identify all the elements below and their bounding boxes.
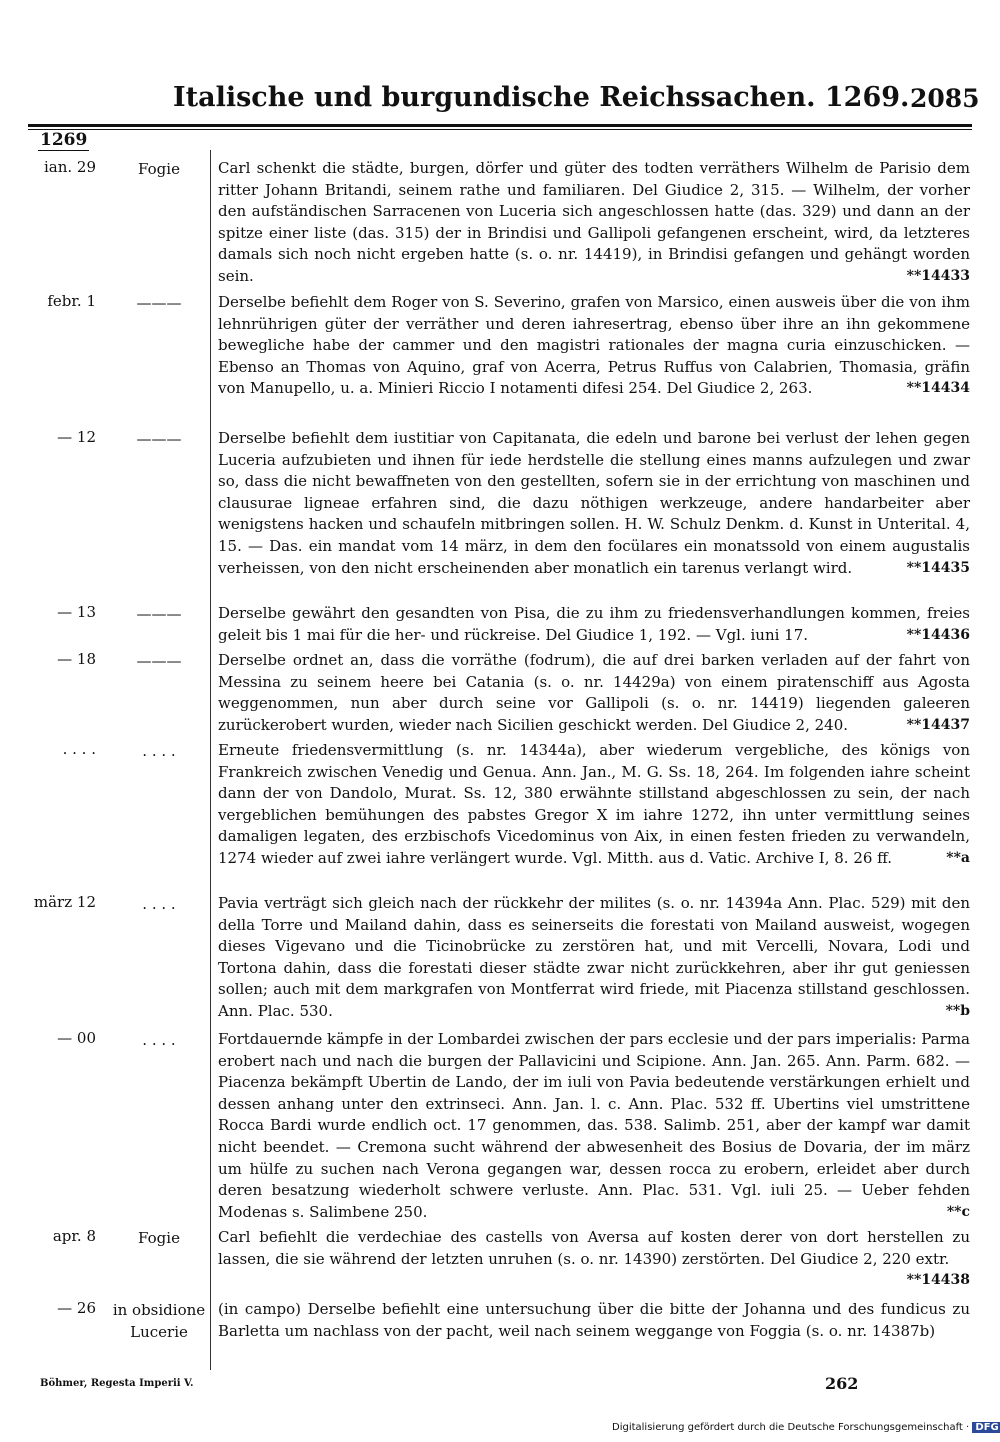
entry-place: Fogie [138,1229,180,1247]
footer-source: Böhmer, Regesta Imperii V. [40,1378,194,1389]
entry-text: Fortdauernde kämpfe in der Lombardei zwischen der pars ecclesie und der pars imperialis: Parma erobert nach und nach die burgen der Pallavicini und Scipione. Ann. Jan. 265. Ann. Parm. 682. — Piacenza bekämpft Ubertin de Lando, der im iuli von Pavia bedeutende verstärkungen erhielt und dessen anhang unter den extrinseci. Ann. Jan. l. c. Ann. Plac. 532 ff. Ubertins viel umstrittene Rocca Bardi wurde endlich oct. 17 genommen, das. 538. Salimb. 251, aber der kampf war damit nicht beendet. — Cremona sucht während der abwesenheit des Bosius de Dovaria, der im märz um hülfe zu suchen nach Verona gegangen war, dessen rocca zu erobern, erleidet aber durch deren besatzung wiederholt schwere verluste. Ann. Plac. 531. Vgl. iuli 25. — Ueber fehden Modenas s. Salimbene 250. **c [218,1029,970,1223]
entry-place: ——— [136,294,182,312]
entry-date: — 26 [57,1299,96,1317]
footer-sheet-number: 262 [825,1374,859,1393]
year-label: 1269 [40,130,88,150]
entry-date: — 12 [57,428,96,446]
header-rule [28,124,972,127]
regest-number: **14438 [906,1272,970,1289]
regest-number: **14437 [906,716,970,733]
regest-number: **b [945,1002,970,1019]
regest-number: **c [946,1203,970,1220]
entry-text: Derselbe befiehlt dem Roger von S. Severino, grafen von Marsico, einen ausweis über die von ihm lehnrührigen güter der verräther und deren iahresertrag, ebenso über ihre an ihn gekommene bewegliche habe der cammer und den magistri rationales der magna curia einzuschicken. — Ebenso an Thomas von Aquino, graf von Acerra, Petrus Ruffus von Calabrien, Thomasia, gräfin von Manupello, u. a. Minieri Riccio I notamenti difesi 254. Del Giudice 2, 263. **14434 [218,292,970,400]
entry-text: Carl befiehlt die verdechiae des castells von Aversa auf kosten derer von dort herstellen zu lassen, die sie während der letzten unruhen (s. o. nr. 14390) zerstörten. Del Giudice 2, 220 extr. **14438 [218,1227,970,1292]
entry-place: ——— [136,652,182,670]
regest-number: **14436 [906,626,970,643]
page-title: Italische und burgundische Reichssachen. 1269. [173,82,910,113]
regest-number: **14434 [906,380,970,397]
entry-place: ——— [136,430,182,448]
entry-date: . . . . [62,740,96,758]
digitization-credit: Digitalisierung gefördert durch die Deutsche Forschungsgemeinschaft · DFG [612,1422,1000,1433]
entry-date: — 13 [57,603,96,621]
dfg-logo: DFG [972,1422,1000,1433]
entry-place: . . . . [142,895,176,913]
entry-date: apr. 8 [52,1227,96,1245]
entry-place: . . . . [142,742,176,760]
entry-date: — 00 [57,1029,96,1047]
entry-text: Pavia verträgt sich gleich nach der rückkehr der milites (s. o. nr. 14394a Ann. Plac. 529) mit den della Torre und Mailand dahin, dass es seinerseits die forestati von Mailand ausweist, wogegen dieses Vigevano und die Ticinobrücke zu zerstören hat, und mit Vercelli, Novara, Lodi und Tortona dahin, dass die forestati dieser städte zwar nicht zurückkehren, aber ihr gut geniessen sollen; auch mit dem markgrafen von Montferrat wird friede, mit Piacenza stillstand geschlossen. Ann. Plac. 530. **b [218,893,970,1023]
entry-place: Fogie [138,160,180,178]
page-header [0,82,1000,122]
header-rule-thin [28,129,972,130]
entry-date: märz 12 [33,893,96,911]
regest-number: **14435 [906,559,970,576]
entry-text: Derselbe befiehlt dem iustitiar von Capitanata, die edeln und barone bei verlust der lehen gegen Luceria aufzubieten und ihnen für iede herdstelle die stellung eines manns aufzulegen und zwar so, dass die nicht bewaffneten von den gestellten, sofern sie in der errichtung von maschinen und clausurae ligneae erfahren sind, die dazu nöthigen werkzeuge, andere handarbeiter aber wenigstens hacken und schaufeln mitbringen sollen. H. W. Schulz Denkm. d. Kunst in Unterital. 4, 15. — Das. ein mandat vom 14 märz, in dem den focülares ein monatssold von einem augustalis verheissen, von den nicht erscheinenden aber monatlich ein tarenus verlangt wird. **14435 [218,428,970,579]
entry-place: ——— [136,605,182,623]
entry-text: Derselbe ordnet an, dass die vorräthe (fodrum), die auf drei barken verladen auf der fahrt von Messina zu seinem heere bei Catania (s. o. nr. 14429a) von einem piratenschiff aus Agosta weggenommen, nun aber durch seine vor Gallipoli (s. o. nr. 14419) liegenden galeeren zurückerobert wurden, wieder nach Sicilien geschickt werden. Del Giudice 2, 240. **14437 [218,650,970,736]
entry-place: in obsidione Lucerie [112,1301,206,1341]
entry-text: Derselbe gewährt den gesandten von Pisa, die zu ihm zu friedensverhandlungen kommen, freies geleit bis 1 mai für die her- und rückreise. Del Giudice 1, 192. — Vgl. iuni 17. **14436 [218,603,970,646]
entry-text: (in campo) Derselbe befiehlt eine untersuchung über die bitte der Johanna und des fundicus zu Barletta um nachlass von der pacht, weil nach seinem weggange von Foggia (s. o. nr. 14387b) [218,1300,970,1340]
entry-place: . . . . [142,1031,176,1049]
regest-number: **14433 [906,267,970,284]
entry-text: Carl schenkt die städte, burgen, dörfer und güter des todten verräthers Wilhelm de Parisio dem ritter Johann Britandi, seinem rathe und familiaren. Del Giudice 2, 315. — Wilhelm, der vorher den aufständischen Sarracenen von Luceria sich angeschlossen hatte (das. 329) und dann an der spitze einer liste (das. 315) der in Brindisi und Gallipoli gefangenen erscheint, wird, da letzteres damals sich noch nicht ergeben hatte (s. o. nr. 14419), in Brindisi gefangen und gehängt worden sein. **14433 [218,158,970,288]
entry-date: ian. 29 [43,158,96,176]
entry-date: — 18 [57,650,96,668]
regest-number: **a [946,849,970,866]
entry-date: febr. 1 [47,292,96,310]
page-number: 2085 [910,84,980,113]
entry-text: Erneute friedensvermittlung (s. nr. 14344a), aber wiederum vergebliche, des königs von Frankreich zwischen Venedig und Genua. Ann. Jan., M. G. Ss. 18, 264. Im folgenden iahre scheint dann der von Dandolo, Murat. Ss. 12, 380 erwähnte stillstand abgeschlossen zu sein, der nach vergeblichen bemühungen des pabstes Gregor X im iahre 1272, ihn unter vermittlung seines damaligen legaten, des erzbischofs Vicedominus von Aix, in einen festen frieden zu verwandeln, 1274 wieder auf zwei iahre verlängert wurde. Vgl. Mitth. aus d. Vatic. Archive I, 8. 26 ff. **a [218,740,970,870]
